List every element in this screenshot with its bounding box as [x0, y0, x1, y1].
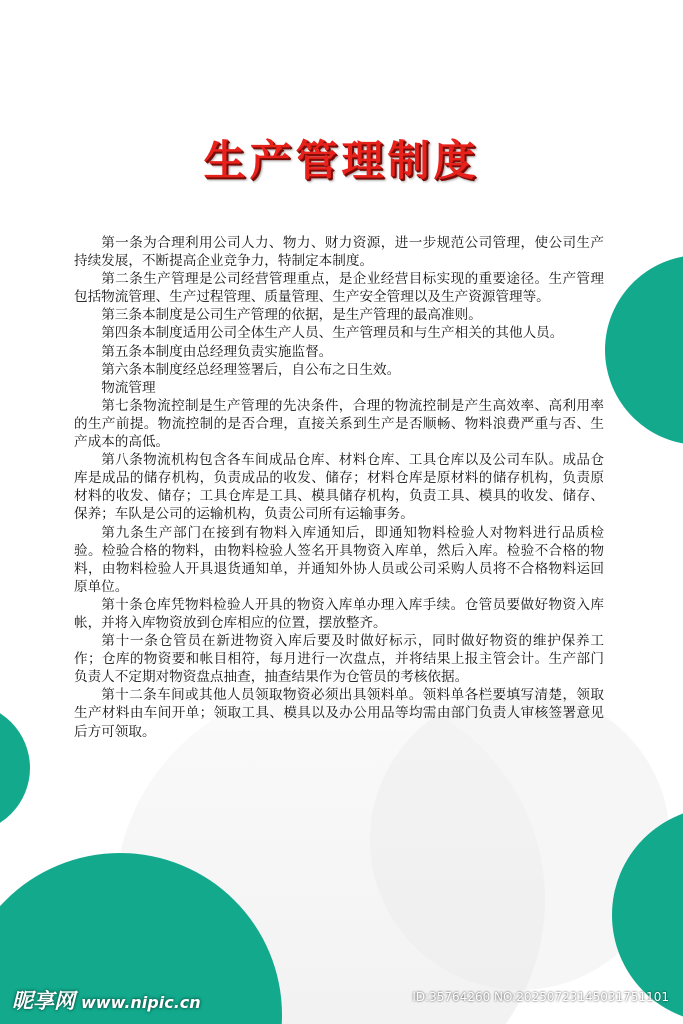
- paragraph-article-11: 第十一条仓管员在新进物资入库后要及时做好标示，同时做好物资的维护保养工作；仓库的物资要和帐目相符，每月进行一次盘点，并将结果上报主管会计。生产部门负责人不定期对物资盘点抽查，抽查结果作为仓管员的考核依据。: [74, 633, 604, 686]
- bg-teal-circle-left-mid: [0, 703, 30, 833]
- page-title: 生产管理制度: [203, 136, 480, 185]
- document-body: [74, 234, 604, 741]
- paragraph-article-4: 第四条本制度适用公司全体生产人员、生产管理员和与生产相关的其他人员。: [101, 325, 564, 342]
- paragraph-article-3: 第三条本制度是公司生产管理的依据，是生产管理的最高准则。: [101, 307, 482, 324]
- watermark-url: www.nipic.cn: [81, 993, 201, 1012]
- paragraph-article-8: 第八条物流机构包含各车间成品仓库、材料仓库、工具仓库以及公司车队。成品仓库是成品的储存机构，负责成品的收发、储存；材料仓库是原材料的储存机构，负责原材料的收发、储存；工具仓库是工具、模具储存机构，负责工具、模具的收发、储存、保养；车队是公司的运输机构，负责公司所有运输事务。: [74, 452, 604, 523]
- watermark-id: ID:35764260 NO:20250723145031751101: [412, 990, 669, 1004]
- watermark-logo-text: 昵享网: [12, 989, 75, 1013]
- paragraph-article-9: 第九条生产部门在接到有物料入库通知后，即通知物料检验人对物料进行品质检验。检验合格的物料，由物料检验人签名开具物资入库单，然后入库。检验不合格的物料，由物料检验人开具退货通知单，并通知外协人员或公司采购人员将不合格物料运回原单位。: [74, 524, 604, 595]
- paragraph-article-2: 第二条生产管理是公司经营管理重点，是企业经营目标实现的重要途径。生产管理包括物流管理、生产过程管理、质量管理、生产安全管理以及生产资源管理等。: [74, 271, 604, 306]
- paragraph-article-1: 第一条为合理利用公司人力、物力、财力资源，进一步规范公司管理，使公司生产持续发展，不断提高企业竞争力，特制定本制度。: [74, 235, 604, 270]
- paragraph-article-12: 第十二条车间或其他人员领取物资必须出具领料单。领料单各栏要填写清楚，领取生产材料由车间开单；领取工具、模具以及办公用品等均需由部门负责人审核签署意见后方可领取。: [74, 687, 604, 740]
- paragraph-article-6: 第六条本制度经总经理签署后，自公布之日生效。: [101, 361, 401, 378]
- paragraph-article-7: 第七条物流控制是生产管理的先决条件，合理的物流控制是产生高效率、高利用率的生产前提。物流控制的是否合理，直接关系到生产是否顺畅、物料浪费严重与否、生产成本的高低。: [74, 397, 604, 451]
- watermark-logo: [12, 985, 201, 1015]
- bg-teal-circle-right-top: [605, 255, 683, 445]
- paragraph-article-5: 第五条本制度由总经理负责实施监督。: [101, 343, 333, 360]
- section-heading-logistics: 物流管理: [101, 379, 156, 396]
- paragraph-article-10: 第十条仓库凭物料检验人开具的物资入库单办理入库手续。仓管员要做好物资入库帐，并将入库物资放到仓库相应的位置，摆放整齐。: [74, 596, 604, 631]
